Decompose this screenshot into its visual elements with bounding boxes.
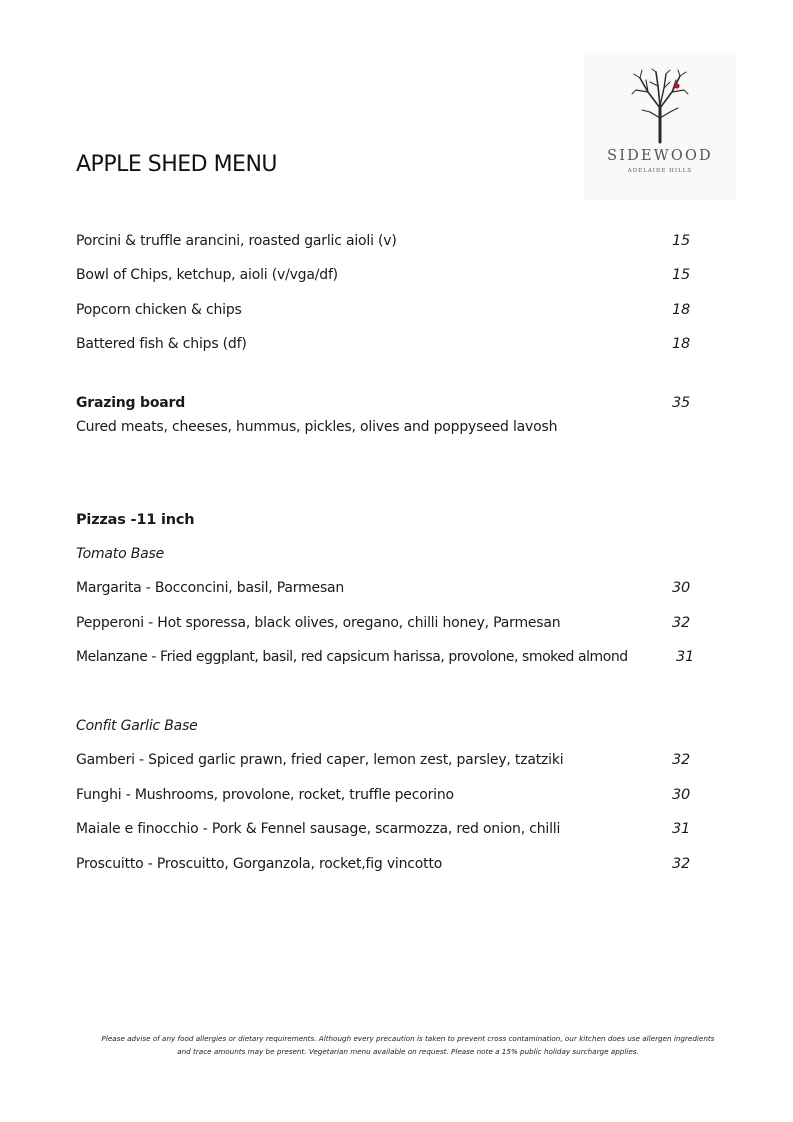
logo-subtitle: ADELAIDE HILLS: [627, 168, 693, 174]
tree-icon: [630, 68, 690, 144]
item-price: 35: [672, 395, 691, 411]
item-name: Maiale e finocchio - Pork & Fennel sausage, scarmozza, red onion, chilli: [76, 821, 561, 837]
pizzas-heading: Pizzas -11 inch: [76, 512, 195, 528]
item-price: 32: [672, 856, 691, 872]
grazing-board-name: Grazing board: [76, 395, 186, 411]
item-price: 30: [672, 580, 691, 596]
allergy-notice: [76, 1032, 740, 1058]
menu-item: [76, 615, 696, 637]
item-name: Battered fish & chips (df): [76, 336, 247, 352]
item-price: 30: [672, 787, 691, 803]
item-name: Popcorn chicken & chips: [76, 302, 242, 318]
logo-name: SIDEWOOD: [607, 148, 713, 164]
item-name: Gamberi - Spiced garlic prawn, fried caper, lemon zest, parsley, tzatziki: [76, 752, 564, 768]
menu-item: [76, 233, 696, 255]
menu-item: [76, 821, 696, 843]
item-price: 32: [672, 752, 691, 768]
menu-item: [76, 336, 696, 358]
menu-item: [76, 856, 696, 878]
item-name: Bowl of Chips, ketchup, aioli (v/vga/df): [76, 267, 338, 283]
item-price: 32: [672, 615, 691, 631]
menu-item: [76, 267, 696, 289]
sidewood-logo: [584, 52, 736, 200]
item-price: 15: [672, 267, 691, 283]
item-name: Melanzane - Fried eggplant, basil, red capsicum harissa, provolone, smoked almond: [76, 649, 628, 665]
item-name: Porcini & truffle arancini, roasted garlic aioli (v): [76, 233, 397, 249]
grazing-board: [76, 395, 696, 417]
grazing-board-description: Cured meats, cheeses, hummus, pickles, olives and poppyseed lavosh: [76, 419, 558, 435]
item-name: Proscuitto - Proscuitto, Gorganzola, rocket,fig vincotto: [76, 856, 443, 872]
menu-item: [76, 787, 696, 809]
item-price: 15: [672, 233, 691, 249]
allergy-notice-line: and trace amounts may be present. Vegetarian menu available on request. Please note a 15% public holiday surcharge applies.: [177, 1047, 639, 1056]
menu-item: [76, 649, 696, 671]
item-name: Funghi - Mushrooms, provolone, rocket, truffle pecorino: [76, 787, 454, 803]
item-price: 18: [672, 336, 691, 352]
item-name: Pepperoni - Hot sporessa, black olives, oregano, chilli honey, Parmesan: [76, 615, 561, 631]
tomato-base-heading: Tomato Base: [76, 546, 165, 562]
item-price: 31: [672, 821, 691, 837]
confit-garlic-base-heading: Confit Garlic Base: [76, 718, 198, 734]
menu-item: [76, 580, 696, 602]
item-name: Margarita - Bocconcini, basil, Parmesan: [76, 580, 345, 596]
menu-item: [76, 752, 696, 774]
allergy-notice-line: Please advise of any food allergies or dietary requirements. Although every precaution is taken to prevent cross contamination, our kitchen does use allergen ingredients: [101, 1034, 715, 1043]
page-title: APPLE SHED MENU: [76, 152, 278, 177]
menu-item: [76, 302, 696, 324]
item-price: 18: [672, 302, 691, 318]
item-price: 31: [676, 649, 695, 665]
